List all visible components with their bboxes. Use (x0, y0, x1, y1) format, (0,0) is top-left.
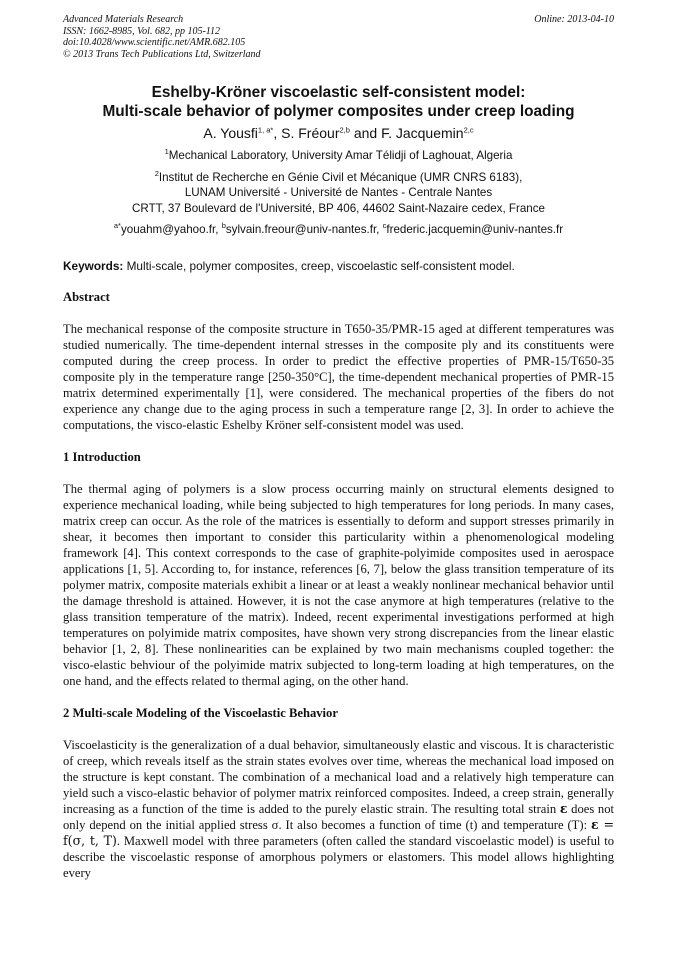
abstract-text: The mechanical response of the composite structure in T650-35/PMR-15 aged at different temperatures was studied numerically. The time-dependent internal stresses in the composite ply and its constituents were computed during the creep process. In order to predict the effective properties of PMR-15/T650-35 composite ply in the temperature range [250-350°C], the time-dependent mechanical properties of PMR-15 matrix determined experimentally [1], were considered. The mechanical properties of the fibers do not experience any change due to the aging process in such a temperature range [2, 3]. In order to achieve the computations, the visco-elastic Eshelby Kröner self-consistent model was used. (63, 321, 614, 432)
introduction-text: The thermal aging of polymers is a slow process occurring mainly on structural elements designed to experience mechanical loading, while being subjected to high temperatures for long periods. In many cases, matrix creep can occur. As the role of the matrices is essentially to deform and support stresses primarily in shear, it becomes then important to consider this particularity within a phenomenological modeling framework [4]. This context corresponds to the case of graphite-polyimide composites used in aerospace applications [1, 5]. According to, for instance, references [6, 7], below the glass transition temperature of its polymer matrix, composite materials exhibit a linear or at least a weakly nonlinear mechanical behavior until the damage threshold is attained. However, it is not the case anymore at high temperatures (relative to the glass transition temperature of the matrix). Indeed, recent experimental investigations performed at high temperatures on polyimide matrix composites, have shown very strong discrepancies from the linear elastic behavior [1, 2, 8]. These nonlinearities can be explained by two main mechanisms coupled together: the visco-elastic behviour of the polyimide matrix subjected to long-term loading at high temperatures, on the one hand, and the effects related to thermal aging, on the other hand. (63, 481, 614, 688)
email-2-sup: b (221, 221, 226, 231)
affiliation-2-line-1: Institut de Recherche en Génie Civil et Mécanique (UMR CNRS 6183), (158, 170, 523, 184)
keywords-text: Multi-scale, polymer composites, creep, viscoelastic self-consistent model. (123, 258, 515, 273)
strain-symbol: ε (559, 800, 568, 816)
affiliation-1 (63, 148, 614, 164)
email-2[interactable]: sylvain.freour@univ-nantes.fr, (225, 223, 383, 236)
affiliation-2-line-2: LUNAM Université - Université de Nantes - Centrale Nantes (184, 186, 493, 199)
affiliation-1-text: Mechanical Laboratory, University Amar Télidji of Laghouat, Algeria (168, 149, 513, 162)
section-2-text-b: does not only depend on the initial applied stress σ. It also becomes a function of time (t) and temperature (T): (63, 801, 614, 832)
title-line-2: Multi-scale behavior of polymer composites under creep loading (102, 103, 575, 120)
author-3: and F. Jacquemin (349, 125, 464, 141)
journal-name: Advanced Materials Research (63, 14, 184, 25)
online-date: Online: 2013-04-10 (534, 14, 614, 25)
title-line-1: Eshelby-Kröner viscoelastic self-consistent model: (151, 84, 526, 101)
author-1-sup: 1, a* (257, 125, 274, 135)
author-3-sup: 2,c (463, 125, 474, 135)
paper-title (63, 83, 614, 121)
author-2: , S. Fréour (273, 125, 340, 141)
affiliation-2-sup: 2 (154, 168, 159, 178)
section-2-text-a: Viscoelasticity is the generalization of a dual behavior, simultaneously elastic and viscous. It is characteristic of creep, which reveals itself as the strain states evolves over time, whereas the mechanical load imposed on the structure is kept constant. The combination of a mechanical load and a relatively high temperature can yield such a visco-elastic behavior of polymer matrix reinforced composites. Indeed, a creep strain, generally increasing as a function of the time is added to the purely elastic strain. The resulting total strain (63, 737, 614, 816)
email-1[interactable]: youahm@yahoo.fr, (120, 223, 222, 236)
keywords (63, 259, 614, 274)
author-2-sup: 2,b (339, 125, 350, 135)
author-list (63, 124, 614, 143)
author-1: A. Yousfi (203, 125, 258, 141)
equation-lhs: ε (591, 816, 599, 832)
email-3[interactable]: frederic.jacquemin@univ-nantes.fr (386, 223, 564, 236)
affiliation-2 (63, 170, 614, 217)
affiliation-2-line-3: CRTT, 37 Boulevard de l'Université, BP 406, 44602 Saint-Nazaire cedex, France (132, 201, 545, 215)
journal-copyright: © 2013 Trans Tech Publications Ltd, Switzerland (63, 48, 261, 60)
journal-doi: doi:10.4028/www.scientific.net/AMR.682.105 (63, 37, 246, 48)
author-emails (63, 222, 614, 238)
email-3-sup: c (382, 221, 387, 231)
keywords-label: Keywords: (63, 258, 124, 273)
email-1-sup: a* (113, 221, 121, 231)
journal-issn: ISSN: 1662-8985, Vol. 682, pp 105-112 (63, 25, 221, 37)
paper-page (63, 14, 614, 881)
affiliation-1-sup: 1 (164, 147, 169, 157)
introduction-heading: 1 Introduction (63, 449, 141, 464)
section-2-text-c: . Maxwell model with three parameters (often called the standard viscoelastic model) is useful to describe the viscoelastic response of amorphous polymers or elastomers. This model allows highlighting every (63, 833, 614, 880)
section-2-heading: 2 Multi-scale Modeling of the Viscoelastic Behavior (63, 705, 338, 720)
journal-header (63, 14, 614, 60)
section-2-text (63, 737, 614, 881)
equation-rhs: = f(σ, t, T) (63, 816, 614, 848)
abstract-heading: Abstract (63, 289, 110, 304)
